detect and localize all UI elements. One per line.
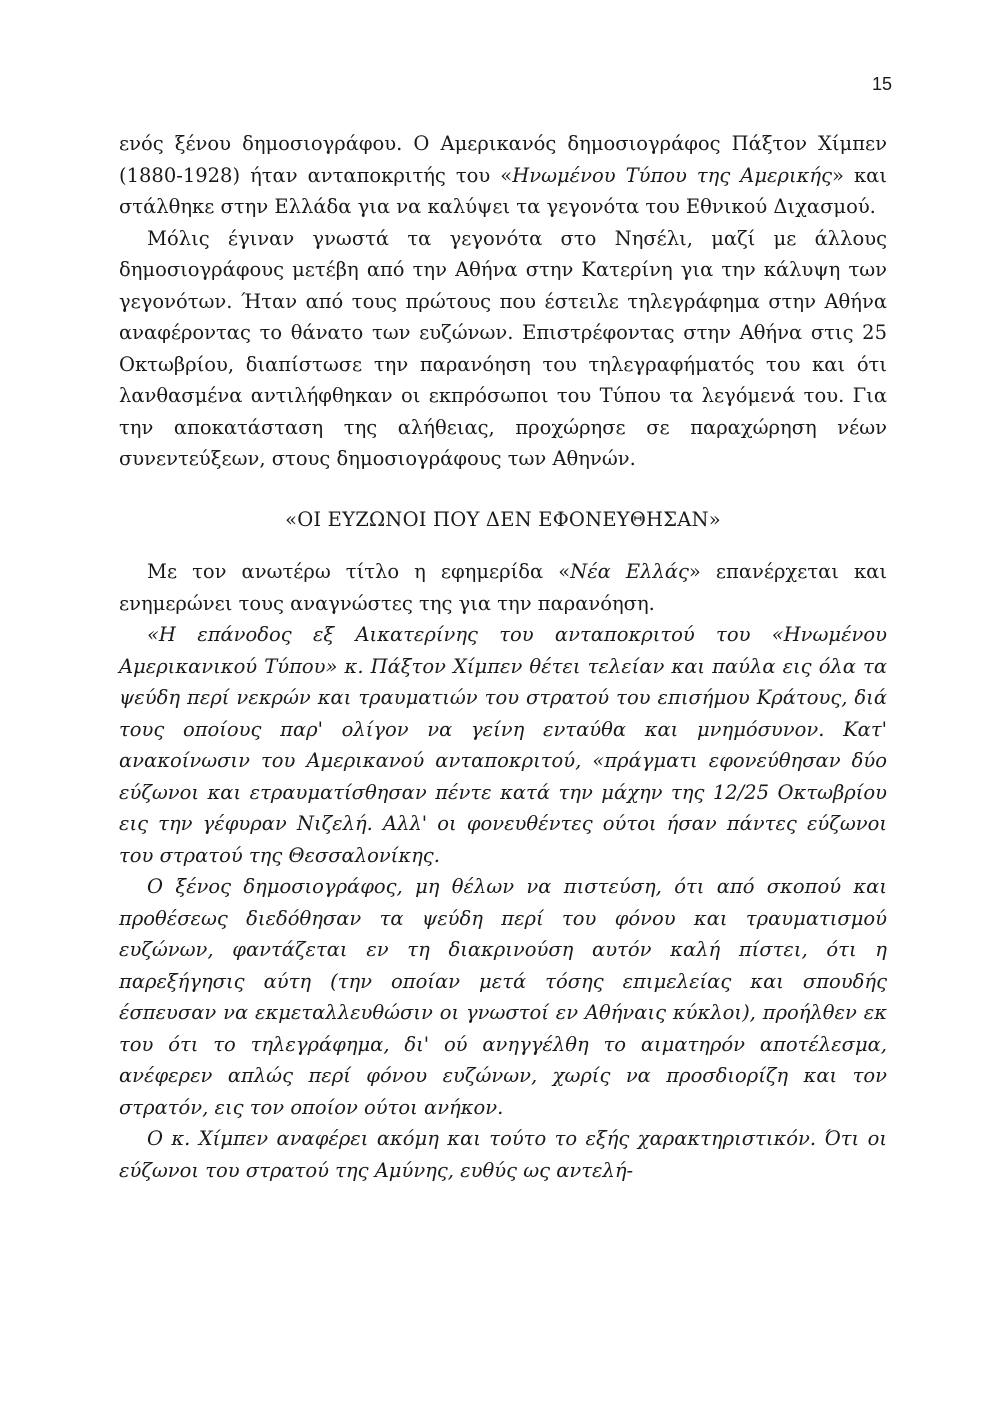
paragraph-intro-text-c: » και στάλθηκε στην Ελλάδα για να καλύψει τα γεγονότα του Εθνικού Διχασμού. (119, 163, 887, 218)
paragraph-intro (119, 128, 887, 223)
quote-paragraph-3: Ο κ. Χίμπεν αναφέρει ακόμη και τούτο το εξής χαρακτηριστικόν. Ότι οι εύζωνοι του στρατού της Αμύνης, ευθύς ως αντελή- (119, 1127, 887, 1182)
section-heading: «ΟΙ ΕΥΖΩΝΟΙ ΠΟΥ ΔΕΝ ΕΦΟΝΕΥΘΗΣΑΝ» (285, 507, 721, 531)
newspaper-name: Νέα Ελλάς (570, 560, 689, 583)
paragraph-intro-italic: Ηνωμένου Τύπου της Αμερικής (512, 163, 833, 187)
paragraph-intro-text-a: ενός ξένου δημοσιογράφου. Ο Αμερικανός δημοσιογράφος Πάξτον Χίμπεν (1880-1928) ήταν ανταποκριτής του « (119, 132, 887, 187)
paragraph-nea-ellas-text-c: » επανέρχεται και ενημερώνει τους αναγνώστες της για την παρανόηση. (119, 560, 887, 615)
paragraph-hibben-trip: Μόλις έγιναν γνωστά τα γεγονότα στο Νησέλι, μαζί με άλλους δημοσιογράφους μετέβη από την Αθήνα στην Κατερίνη για την κάλυψη των γεγονότων. Ήταν από τους πρώτους που έστειλε τηλεγράφημα στην Αθήνα αναφέροντας το θάνατο των ευζώνων. Επιστρέφοντας στην Αθήνα στις 25 Οκτωβρίου, διαπίστωσε την παρανόηση του τηλεγραφήματός του και ότι λανθασμένα αντιλήφθηκαν οι εκπρόσωποι του Τύπου τα λεγόμενά του. Για την αποκατάσταση της αλήθειας, προχώρησε σε παραχώρηση νέων συνεντεύξεων, στους δημοσιογράφους των Αθηνών. (119, 226, 887, 470)
paragraph-nea-ellas-text-a: Με τον ανωτέρω τίτλο η εφημερίδα « (147, 560, 571, 583)
paragraph-nea-ellas (119, 556, 887, 619)
quote-paragraph-1: «Η επάνοδος εξ Αικατερίνης του ανταποκριτού του «Ηνωμένου Αμερικανικού Τύπου» κ. Πάξτον Χίμπεν θέτει τελείαν και παύλα εις όλα τα ψεύδη περί νεκρών και τραυματιών του στρατού του επισήμου Κράτους, διά τους οποίους παρ' ολίγον να γείνη ενταύθα και μνημόσυνον. Κατ' ανακοίνωσιν του Αμερικανού ανταποκριτού, «πράγματι εφονεύθησαν δύο εύζωνοι και ετραυματίσθησαν πέντε κατά την μάχην της 12/25 Οκτωβρίου εις την γέφυραν Νιζελή. Αλλ' οι φονευθέντες ούτοι ήσαν πάντες εύζωνοι του στρατού της Θεσσαλονίκης. (119, 623, 887, 867)
page-number: 15 (871, 74, 892, 94)
quote-paragraph-2: Ο ξένος δημοσιογράφος, μη θέλων να πιστεύση, ότι από σκοπού και προθέσεως διεδόθησαν τα ψεύδη περί του φόνου και τραυματισμού ευζώνων, φαντάζεται εν τη διακρινούση αυτόν καλή πίστει, ότι η παρεξήγησις αύτη (την οποίαν μετά τόσης επιμελείας και σπουδής έσπευσαν να εκμεταλλευθώσιν οι γνωστοί εν Αθήναις κύκλοι), προήλθεν εκ του ότι το τηλεγράφημα, δι' ού ανηγγέλθη το αιματηρόν αποτέλεσμα, ανέφερεν απλώς περί φόνου ευζώνων, χωρίς να προσδιορίζη και τον στρατόν, εις τον οποίον ούτοι ανήκον. (119, 875, 887, 1119)
body-text (119, 128, 887, 1186)
